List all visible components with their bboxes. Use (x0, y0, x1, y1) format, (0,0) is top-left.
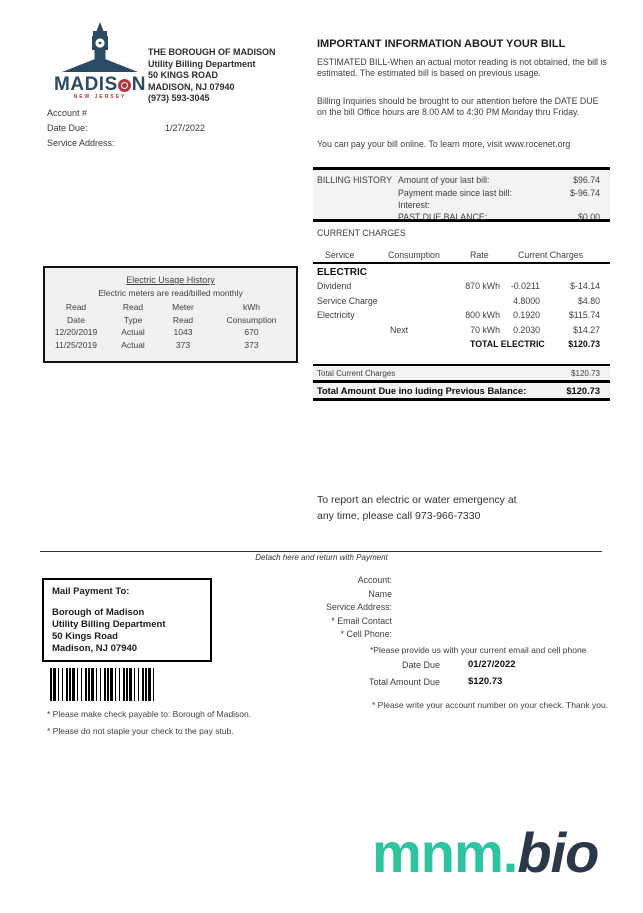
billing-history-title: BILLING HISTORY (317, 175, 392, 185)
total-current-charges-label: Total Current Charges (317, 368, 396, 378)
detach-divider (40, 551, 602, 552)
emergency-line: any time, please call 973-966-7330 (317, 510, 481, 522)
usage-cell: 1043 (173, 327, 193, 337)
clock-tower-icon (52, 22, 148, 74)
provide-contact-note: *Please provide us with your current email and cell phone (370, 645, 587, 655)
madison-logo (50, 22, 150, 100)
date-due-label: Date Due: (47, 123, 88, 133)
emergency-line: To report an electric or water emergency at (317, 494, 517, 506)
usage-cell: 373 (244, 339, 259, 350)
bh-row-label: PAST DUE BALANCE: (398, 212, 488, 222)
bh-row-label: Amount of your last bill: (398, 175, 490, 185)
total-current-charges-row (313, 364, 610, 380)
org-line: THE BOROUGH OF MADISON (148, 47, 276, 57)
billing-history-band (313, 167, 610, 222)
rosette-icon (118, 79, 131, 92)
usage-cell: 373 (175, 339, 191, 350)
usage-col-header: Read (65, 302, 87, 312)
charge-row (313, 325, 610, 335)
usage-cell: 12/20/2019 (54, 327, 98, 337)
stub-service-address-label: Service Address: (325, 602, 392, 612)
stub-date-due-label: Date Due (401, 660, 440, 670)
usage-col-header: Consumption (226, 314, 277, 325)
charge-rate: 4.8000 (513, 296, 540, 306)
charge-consumption (408, 296, 500, 306)
charge-amount: $4.80 (577, 296, 600, 306)
info-paragraph-pay-online: You can pay your bill online. To learn more, visit www.rocenet.org (317, 139, 571, 149)
stub-total-due-value: $120.73 (468, 676, 503, 687)
org-line: 50 KINGS ROAD (148, 70, 219, 80)
logo-word-left: MADIS (54, 74, 118, 95)
total-current-charges-value: $120.73 (571, 368, 600, 378)
org-line: Utility Billing Department (148, 58, 256, 69)
mail-payment-box (42, 578, 212, 662)
current-charges-title: CURRENT CHARGES (317, 228, 406, 238)
detach-note: Detach here and return with Payment (255, 553, 388, 562)
org-line: MADISON, NJ 07940 (148, 81, 235, 92)
charge-amount: $115.74 (568, 310, 600, 320)
grand-total-row (313, 380, 610, 401)
usage-history-subtitle: Electric meters are read/billed monthly (98, 288, 243, 298)
info-paragraph-estimated: ESTIMATED BILL-When an actual motor reading is not obtained, the bill is estimated. The estimated bill is based on previous usage. (317, 57, 607, 78)
stub-total-due-label: Total Amount Due (368, 677, 440, 687)
stub-cell-phone-label: * Cell Phone: (340, 629, 392, 639)
total-electric-row (313, 339, 610, 351)
charge-consumption: 870 kWh (465, 281, 500, 291)
charge-row (313, 310, 610, 320)
stub-account-label: Account: (357, 575, 392, 585)
bh-row-value: $-96.74 (570, 188, 600, 198)
bh-row-value: $96.74 (573, 175, 600, 185)
total-electric-label: TOTAL ELECTRIC (470, 339, 545, 349)
mail-payment-title: Mail Payment To: (52, 586, 130, 597)
watermark-bio: bio (517, 821, 599, 884)
stub-name-label: Name (368, 589, 392, 599)
mail-line: Borough of Madison (52, 607, 145, 618)
usage-col-header: Read (172, 314, 194, 325)
usage-col-header: Type (123, 314, 143, 325)
bh-row-label: Interest: (398, 200, 430, 210)
usage-history-title: Electric Usage History (126, 275, 215, 285)
col-service: Service (325, 250, 355, 260)
org-line: (973) 593-3045 (148, 93, 210, 103)
charge-rate: -0.0211 (510, 281, 540, 291)
charge-service: Electricity (317, 310, 355, 320)
logo-word-right: N (131, 74, 146, 95)
grand-total-label: Total Amount Due ino luding Previous Balance: (317, 385, 527, 396)
usage-col-header: Read (122, 302, 144, 312)
check-payable-note: * Please make check payable to: Borough of Madison. (47, 709, 252, 719)
logo-tagline: NEW JERSEY (73, 94, 127, 100)
mnm-bio-watermark (372, 820, 598, 885)
info-paragraph-inquiries: Billing Inquiries should be brought to our attention before the DATE DUE on the bill Office hours are 8.00 AM to 4:30 PM Monday thru Friday. (317, 96, 599, 117)
charge-rate: 0.2030 (513, 325, 540, 335)
charge-consumption: 70 kWh (470, 325, 500, 335)
charge-consumption: 800 kWh (465, 310, 500, 320)
usage-col-header: Date (67, 314, 85, 325)
bh-row-label: Payment made since last bill: (398, 188, 512, 198)
electric-group-heading: ELECTRIC (317, 267, 367, 278)
mail-line: Madison, NJ 07940 (52, 643, 138, 654)
charge-amount: $-14.14 (570, 281, 600, 291)
table-rule (313, 262, 610, 264)
usage-cell: Actual (121, 327, 145, 337)
barcode (50, 668, 156, 701)
usage-cell: 670 (244, 327, 259, 337)
bh-row-value: $0.00 (577, 212, 600, 222)
stub-email-label: * Email Contact (331, 616, 392, 626)
stub-date-due-value: 01/27/2022 (468, 659, 516, 670)
usage-cell: Actual (121, 339, 145, 350)
charge-service: Service Charge (317, 296, 378, 306)
usage-col-header: Meter (172, 302, 194, 312)
important-info-title: IMPORTANT INFORMATION ABOUT YOUR BILL (317, 38, 566, 50)
electric-usage-history-box (43, 266, 298, 363)
no-staple-note: * Please do not staple your check to the pay stub. (47, 726, 234, 736)
account-on-check-note: * Please write your account number on your check. Thank you. (372, 700, 609, 710)
col-current-charges: Current Charges (518, 250, 584, 260)
charge-service: Dividend (317, 281, 352, 291)
col-rate: Rate (470, 250, 489, 260)
emergency-notice (317, 492, 517, 524)
usage-history-table (45, 301, 296, 351)
mail-line: 50 Kings Road (52, 631, 118, 642)
charge-amount: $14.27 (573, 325, 600, 335)
service-address-label: Service Address: (47, 138, 115, 148)
col-consumption: Consumption (388, 250, 440, 260)
total-electric-value: $120.73 (568, 339, 600, 349)
charge-rate: 0.1920 (513, 310, 540, 320)
account-number-label: Account # (47, 108, 88, 118)
usage-cell: 11/25/2019 (55, 339, 97, 350)
mail-line: Utility Billing Department (52, 619, 166, 630)
logo-wordmark (50, 74, 150, 95)
charge-row (313, 281, 610, 291)
watermark-mnm: mnm. (372, 821, 518, 884)
org-address-block (148, 47, 276, 105)
grand-total-value: $120.73 (566, 385, 600, 396)
usage-col-header: kWh (243, 302, 260, 312)
date-due-value: 1/27/2022 (165, 123, 206, 133)
charge-row (313, 296, 610, 306)
charge-qualifier: Next (390, 325, 409, 335)
